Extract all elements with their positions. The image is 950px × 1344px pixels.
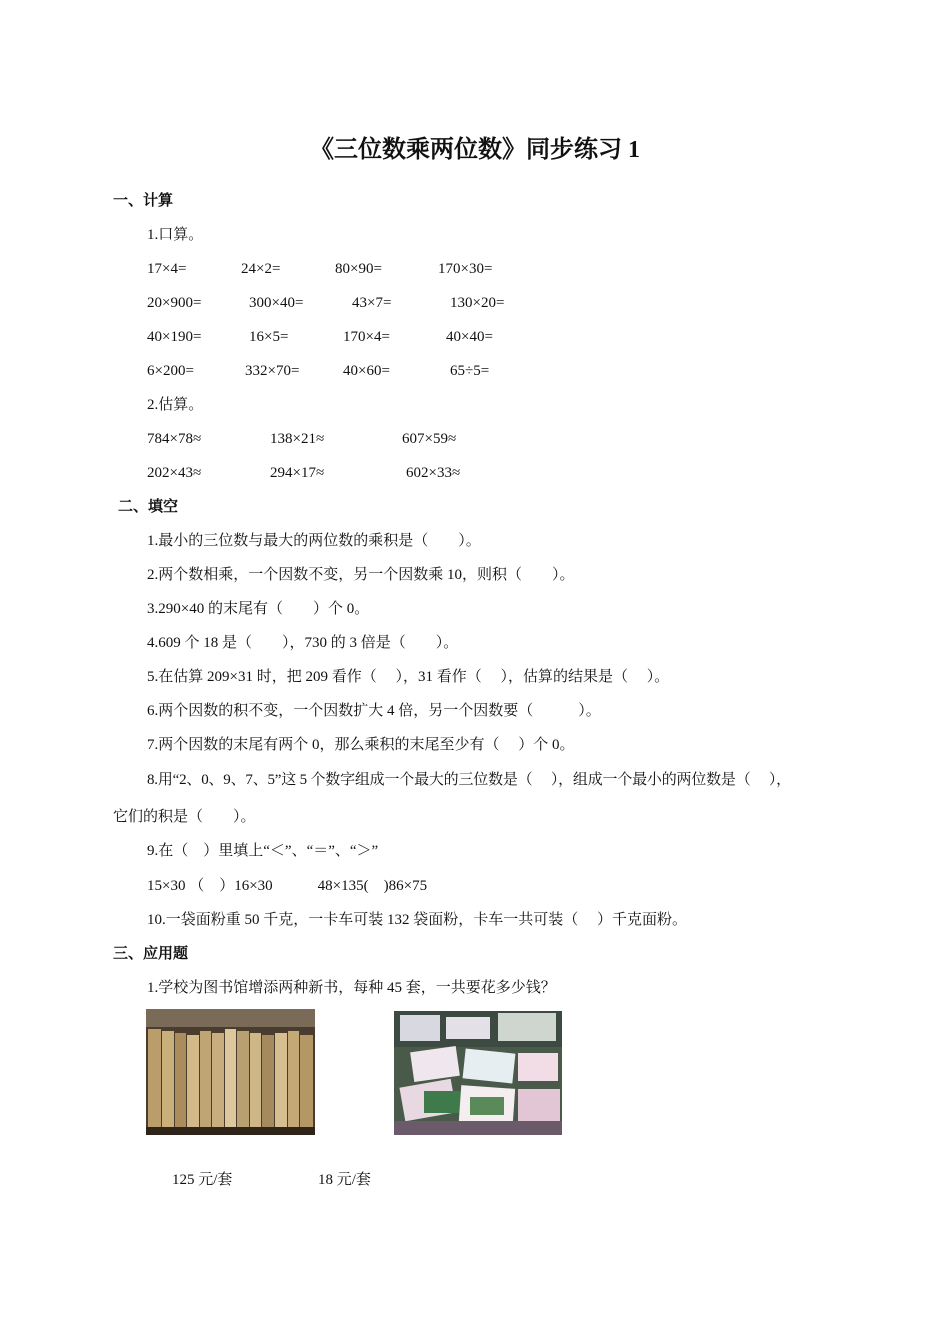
- oral-item: 24×2=: [241, 261, 281, 277]
- fill-item: 6.两个因数的积不变，一个因数扩大 4 倍，另一个因数要（ ）。: [147, 703, 601, 719]
- estimate-item: 294×17≈: [270, 465, 325, 481]
- oral-item: 40×60=: [343, 363, 390, 379]
- fill-item: 8.用“2、0、9、7、5”这 5 个数字组成一个最大的三位数是（ ），组成一个最小的两位数是（ ），: [147, 772, 791, 788]
- application-question: 1.学校为图书馆增添两种新书，每种 45 套，一共要花多少钱？: [147, 980, 556, 996]
- oral-item: 20×900=: [147, 295, 202, 311]
- oral-item: 16×5=: [249, 329, 289, 345]
- oral-item: 80×90=: [335, 261, 382, 277]
- estimate-item: 784×78≈: [147, 431, 202, 447]
- section-heading-application: 三、应用题: [113, 946, 189, 962]
- price-label: 125 元/套: [172, 1172, 233, 1188]
- oral-item: 332×70=: [245, 363, 300, 379]
- fill-item: 5.在估算 209×31 时，把 209 看作（ ），31 看作（ ），估算的结果是（ ）。: [147, 669, 670, 685]
- fill-item: 9.在（ ）里填上“＜”、“＝”、“＞”: [147, 843, 379, 859]
- fill-item: 3.290×40 的末尾有（ ）个 0。: [147, 601, 370, 617]
- fill-item: 10.一袋面粉重 50 千克，一卡车可装 132 袋面粉，卡车一共可装（ ）千克面粉。: [147, 912, 688, 928]
- oral-item: 170×30=: [438, 261, 493, 277]
- oral-item: 6×200=: [147, 363, 194, 379]
- fill-item: 4.609 个 18 是（ ），730 的 3 倍是（ ）。: [147, 635, 459, 651]
- estimate-item: 138×21≈: [270, 431, 325, 447]
- oral-item: 300×40=: [249, 295, 304, 311]
- oral-item: 17×4=: [147, 261, 187, 277]
- oral-item: 40×190=: [147, 329, 202, 345]
- question-label: 2.估算。: [147, 397, 204, 413]
- estimate-item: 202×43≈: [147, 465, 202, 481]
- fill-item-continued: 它们的积是（ ）。: [113, 809, 256, 825]
- oral-item: 65÷5=: [450, 363, 490, 379]
- oral-item: 43×7=: [352, 295, 392, 311]
- oral-item: 170×4=: [343, 329, 390, 345]
- fill-item: 2.两个数相乘，一个因数不变，另一个因数乘 10，则积（ ）。: [147, 567, 575, 583]
- price-label: 18 元/套: [318, 1172, 371, 1188]
- oral-item: 40×40=: [446, 329, 493, 345]
- page-title: 《三位数乘两位数》同步练习 1: [310, 137, 640, 163]
- estimate-item: 607×59≈: [402, 431, 457, 447]
- estimate-item: 602×33≈: [406, 465, 461, 481]
- question-label: 1.口算。: [147, 227, 204, 243]
- new-books-photo: [394, 1011, 562, 1135]
- section-heading-fill: 二、填空: [118, 499, 179, 515]
- fill-item: 7.两个因数的末尾有两个 0，那么乘积的末尾至少有（ ）个 0。: [147, 737, 575, 753]
- oral-item: 130×20=: [450, 295, 505, 311]
- section-heading-calc: 一、计算: [113, 193, 174, 209]
- fill-item: 15×30 （ ）16×30 48×135( )86×75: [147, 878, 428, 894]
- books-photo: [146, 1009, 315, 1135]
- fill-item: 1.最小的三位数与最大的两位数的乘积是（ ）。: [147, 533, 481, 549]
